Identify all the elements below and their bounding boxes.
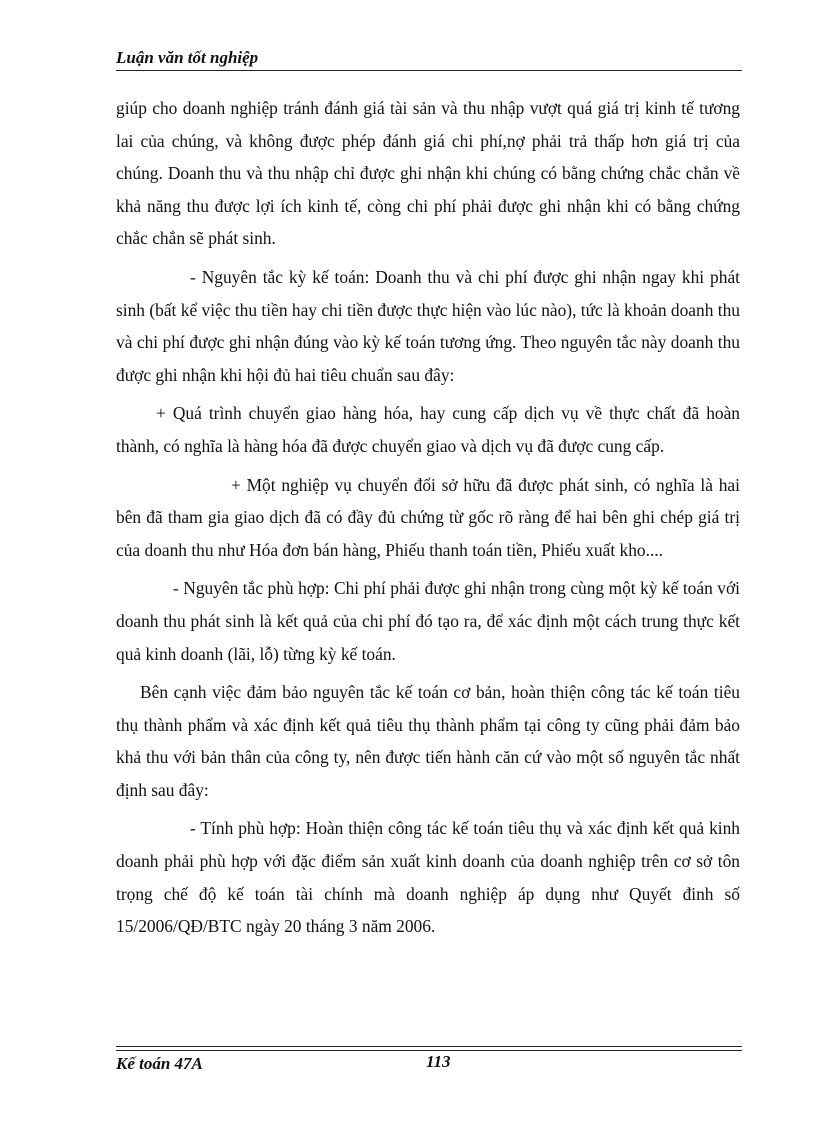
page-number: 113 [426, 1052, 451, 1071]
page-footer [116, 1046, 742, 1080]
header-title: Luận văn tốt nghiệp [116, 48, 259, 67]
footer-class-label: Kế toán 47A [116, 1054, 203, 1073]
paragraph-criterion-1: + Quá trình chuyển giao hàng hóa, hay cung cấp dịch vụ về thực chất đã hoàn thành, có nghĩa là hàng hóa đã được chuyển giao và dịch vụ đã được cung cấp. [116, 403, 740, 456]
header-rule [116, 70, 742, 71]
paragraph-period-principle: - Nguyên tắc kỳ kế toán: Doanh thu và chi phí được ghi nhận ngay khi phát sinh (bất kể việc thu tiền hay chi tiền được thực hiện vào lúc nào), tức là khoản doanh thu và chi phí được ghi nhận đúng vào kỳ kế toán tương ứng. Theo nguyên tắc này doanh thu được ghi nhận khi hội đủ hai tiêu chuẩn sau đây: [116, 266, 740, 385]
page-header [116, 47, 742, 75]
footer-rule-bottom [116, 1050, 742, 1051]
footer-rule-top [116, 1046, 742, 1047]
paragraph-matching-principle: - Nguyên tắc phù hợp: Chi phí phải được ghi nhận trong cùng một kỳ kế toán với doanh thu phát sinh là kết quả của chi phí đó tạo ra, để xác định một cách trung thực kết quả kinh doanh (lãi, lỗ) từng kỳ kế toán. [116, 578, 740, 664]
paragraph-suitability: - Tính phù hợp: Hoàn thiện công tác kế toán tiêu thụ và xác định kết quả kinh doanh phải phù hợp với đặc điểm sản xuất kinh doanh của doanh nghiệp trên cơ sở tôn trọng chế độ kế toán tài chính mà doanh nghiệp áp dụng như Quyết đinh số 15/2006/QĐ/BTC ngày 20 tháng 3 năm 2006. [116, 818, 740, 937]
paragraph-criterion-2: + Một nghiệp vụ chuyển đổi sở hữu đã được phát sinh, có nghĩa là hai bên đã tham gia giao dịch đã có đầy đủ chứng từ gốc rõ ràng để hai bên ghi chép giá trị của doanh thu như Hóa đơn bán hàng, Phiếu thanh toán tiền, Phiếu xuất kho.... [116, 474, 740, 560]
document-body [116, 92, 740, 943]
paragraph-improvement-intro: Bên cạnh việc đảm bảo nguyên tắc kế toán cơ bản, hoàn thiện công tác kế toán tiêu thụ thành phẩm và xác định kết quả tiêu thụ thành phẩm tại công ty cũng phải đảm bảo khả thu với bản thân của công ty, nên được tiến hành căn cứ vào một số nguyên tắc nhất định sau đây: [116, 682, 740, 800]
paragraph-continuation: giúp cho doanh nghiệp tránh đánh giá tài sản và thu nhập vượt quá giá trị kinh tế tương lai của chúng, và không được phép đánh giá chi phí,nợ phải trả thấp hơn giá trị của chúng. Doanh thu và thu nhập chỉ được ghi nhận khi chúng có bằng chứng chắc chắn về khả năng thu được lợi ích kinh tế, còng chi phí phải được ghi nhận khi có bằng chứng chắc chắn sẽ phát sinh. [116, 98, 740, 249]
